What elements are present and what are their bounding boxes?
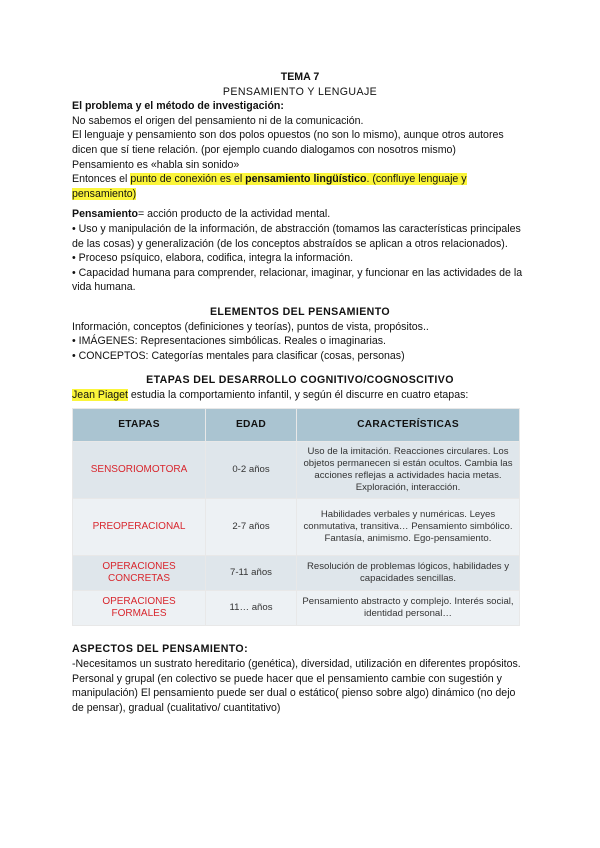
cell-etapa: PREOPERACIONAL [73, 499, 206, 556]
section-elementos-heading: ELEMENTOS DEL PENSAMIENTO [209, 305, 391, 318]
paragraph-definicion [72, 207, 528, 222]
cell-edad: 2-7 años [206, 499, 297, 556]
paragraph-conexion [72, 172, 528, 201]
spacer [72, 363, 528, 373]
section-problema-heading: El problema y el método de investigación: [72, 100, 284, 113]
table-row [73, 591, 520, 626]
piaget-text: estudia la comportamiento infantil, y según él discurre en cuatro etapas: [127, 388, 469, 401]
cell-caracteristicas: Pensamiento abstracto y complejo. Interés social, identidad personal… [297, 591, 520, 626]
highlight-linguistico: pensamiento lingüístico [245, 173, 367, 186]
paragraph-polos: El lenguaje y pensamiento son dos polos opuestos (no son lo mismo), aunque otros autores dicen que sí tiene relación. (por ejemplo cuando dialogamos con nosotros mismo) [72, 129, 504, 156]
tema-title: TEMA 7 [280, 71, 320, 83]
header-edad: EDAD [206, 409, 297, 442]
cell-caracteristicas: Resolución de problemas lógicos, habilidades y capacidades sencillas. [297, 556, 520, 591]
cell-etapa: OPERACIONES CONCRETAS [73, 556, 206, 591]
cell-caracteristicas: Habilidades verbales y numéricas. Leyes conmutativa, transitiva… Pensamiento simbólico. Fantasía, animismo. Ego-pensamiento. [297, 499, 520, 556]
etapas-table [72, 408, 520, 626]
paragraph-origen: No sabemos el origen del pensamiento ni de la comunicación. [72, 114, 364, 127]
tema-subtitle: PENSAMIENTO Y LENGUAJE [222, 85, 378, 98]
section-aspectos-heading: ASPECTOS DEL PENSAMIENTO: [72, 643, 248, 656]
paragraph-habla: Pensamiento es «habla sin sonido» [72, 158, 240, 171]
spacer [72, 295, 528, 305]
bullet-uso: • Uso y manipulación de la información, de abstracción (tomamos las características principales de las cosas) y generalización (de los conceptos abstraídos se aplican a otros relacionados). [72, 222, 521, 250]
document-page [72, 70, 528, 715]
paragraph-piaget [72, 388, 528, 403]
cell-edad: 0-2 años [206, 442, 297, 499]
paragraph-aspectos: -Necesitamos un sustrato hereditario (genética), diversidad, utilización en diferentes propósitos. Personal y grupal (en colectivo se puede hacer que el pensamiento cambie con sugestión y manipulación) El pensamiento puede ser dual o estático( pienso sobre algo) dinámico (no dejo de pensar), gradual (cualitativo/ cuantitativo) [72, 658, 521, 714]
highlight-conexion: punto de conexión es el [130, 173, 246, 186]
table-row [73, 442, 520, 499]
cell-edad: 7-11 años [206, 556, 297, 591]
bullet-proceso: • Proceso psíquico, elabora, codifica, integra la información. [72, 252, 354, 265]
cell-caracteristicas: Uso de la imitación. Reacciones circulares. Los objetos permanecen si están ocultos. Cambia las acciones reflejas a actividades hacia metas. Exploración, interacción. [297, 442, 520, 499]
table-row [73, 556, 520, 591]
cell-etapa: OPERACIONES FORMALES [73, 591, 206, 626]
paragraph-elementos: Información, conceptos (definiciones y teorías), puntos de vista, propósitos.. [72, 320, 429, 333]
conexion-pre: Entonces el [72, 173, 131, 186]
definicion-term: Pensamiento [72, 208, 138, 221]
header-caracteristicas: CARACTERÍSTICAS [297, 409, 520, 442]
bullet-conceptos: • CONCEPTOS: Categorías mentales para clasificar (cosas, personas) [72, 349, 405, 362]
table-header-row [73, 409, 520, 442]
spacer [72, 626, 528, 636]
cell-etapa: SENSORIOMOTORA [73, 442, 206, 499]
table-row [73, 499, 520, 556]
bullet-capacidad: • Capacidad humana para comprender, relacionar, imaginar, y funcionar en las actividades de la vida humana. [72, 266, 523, 294]
highlight-confluye: . (confluye lenguaje y pensamiento) [72, 173, 467, 200]
header-etapas: ETAPAS [73, 409, 206, 442]
highlight-piaget: Jean Piaget [72, 388, 128, 401]
section-etapas-heading: ETAPAS DEL DESARROLLO COGNITIVO/COGNOSCITIVO [146, 374, 454, 387]
bullet-imagenes: • IMÁGENES: Representaciones simbólicas. Reales o imaginarias. [72, 335, 387, 348]
cell-edad: 11… años [206, 591, 297, 626]
definicion-text: = acción producto de la actividad mental. [137, 208, 331, 221]
